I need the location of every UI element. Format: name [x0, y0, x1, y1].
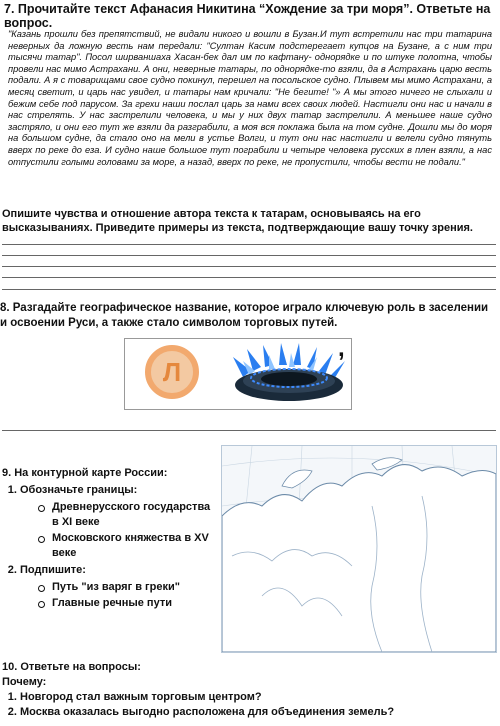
question-7-task: Опишите чувства и отношение автора текста к татарам, основываясь на его высказываниях. Приведите примеры из текста, подтверждающие вашу точку зрения. [2, 208, 473, 234]
letter-ring-icon [145, 345, 199, 399]
answer-line-3[interactable] [2, 266, 496, 267]
task-label: Подпишите: [20, 564, 86, 576]
gas-burner-icon [229, 343, 349, 405]
answer-line-rebus[interactable] [2, 430, 496, 431]
task-item-borders [20, 483, 217, 561]
list-item: Путь "из варяг в греки" [42, 580, 217, 595]
question-10-head: 10. Ответьте на вопросы: [2, 661, 141, 673]
list-item: 1. Новгород стал важным торговым центром? [20, 690, 496, 705]
rebus-picture [124, 335, 352, 410]
rebus-apostrophe: , [338, 335, 345, 362]
answer-line-1[interactable] [2, 244, 496, 245]
question-8-title: 8. Разгадайте географическое название, которое играло ключевую роль в заселении и освоении Руси, а также стало символом торговых путей. [0, 302, 489, 329]
why-label: Почему: [2, 676, 47, 688]
list-item: Московского княжества в XV веке [42, 531, 217, 561]
list-item: Древнерусского государства в XI веке [42, 500, 217, 530]
answer-line-2[interactable] [2, 255, 496, 256]
list-item: Главные речные пути [42, 596, 217, 611]
quote-text: "Казань прошли без препятствий, не видали никого и вошли в Бузан.И тут встретили нас три татарина неверных да ложную весть нам передали: "Султан Касим подстерегает купцов на Бузане, а с ним три тысячи татар". Посол ширваншаха Хасан-бек дал им по кафтану- однорядке и по штуке полотна, чтобы провели нас мимо Астрахани. А они, неверные татары, по однорядке-то взяли, да в Астрахань царю весть подали. А я с товарищами свое судно покинул, перешел на посольское судно. Плывем мы мимо Астрахани, а месяц светит, и царь нас увидел, и татары нам кричали: "Не бегите! "» А мы этого ничего не слыхали и бежим себе под парусом. За грехи наши послал царь за нами всех своих людей. Настигли они нас и начали в нас стрелять. У нас застрелили человека, и мы у них двух татар застрелили. А меньшее наше судно застряло, и они его тут же взяли да разграбили, а моя вся поклажа была на том судне. Дошли мы до моря на большом судне, да стало оно на мели в устье Волги, и тут они нас настигли и велели судно тянуть вверх по реке до еза. И судно наше большое тут пограбили и четыре человека русских в плен взяли, а нас отпустили голыми головами за море, а назад, вверх по реке, не пропустили, чтобы вести не подали." [8, 29, 492, 167]
question-7-title: 7. Прочитайте текст Афанасия Никитина “Хождение за три моря”. Ответьте на вопрос. [4, 2, 491, 30]
answer-line-5[interactable] [2, 289, 496, 290]
contour-map-russia[interactable] [221, 445, 497, 653]
answer-line-4[interactable] [2, 277, 496, 278]
question-9 [2, 466, 217, 613]
task-item-labels [20, 563, 217, 611]
map-outline-icon [222, 446, 496, 652]
rebus-letter: Л [162, 357, 182, 387]
list-item: 2. Москва оказалась выгодно расположена для объединения земель? [20, 705, 496, 720]
question-10 [2, 660, 496, 720]
question-9-head: 9. На контурной карте России: [2, 467, 168, 479]
task-label: Обозначьте границы: [20, 484, 138, 496]
